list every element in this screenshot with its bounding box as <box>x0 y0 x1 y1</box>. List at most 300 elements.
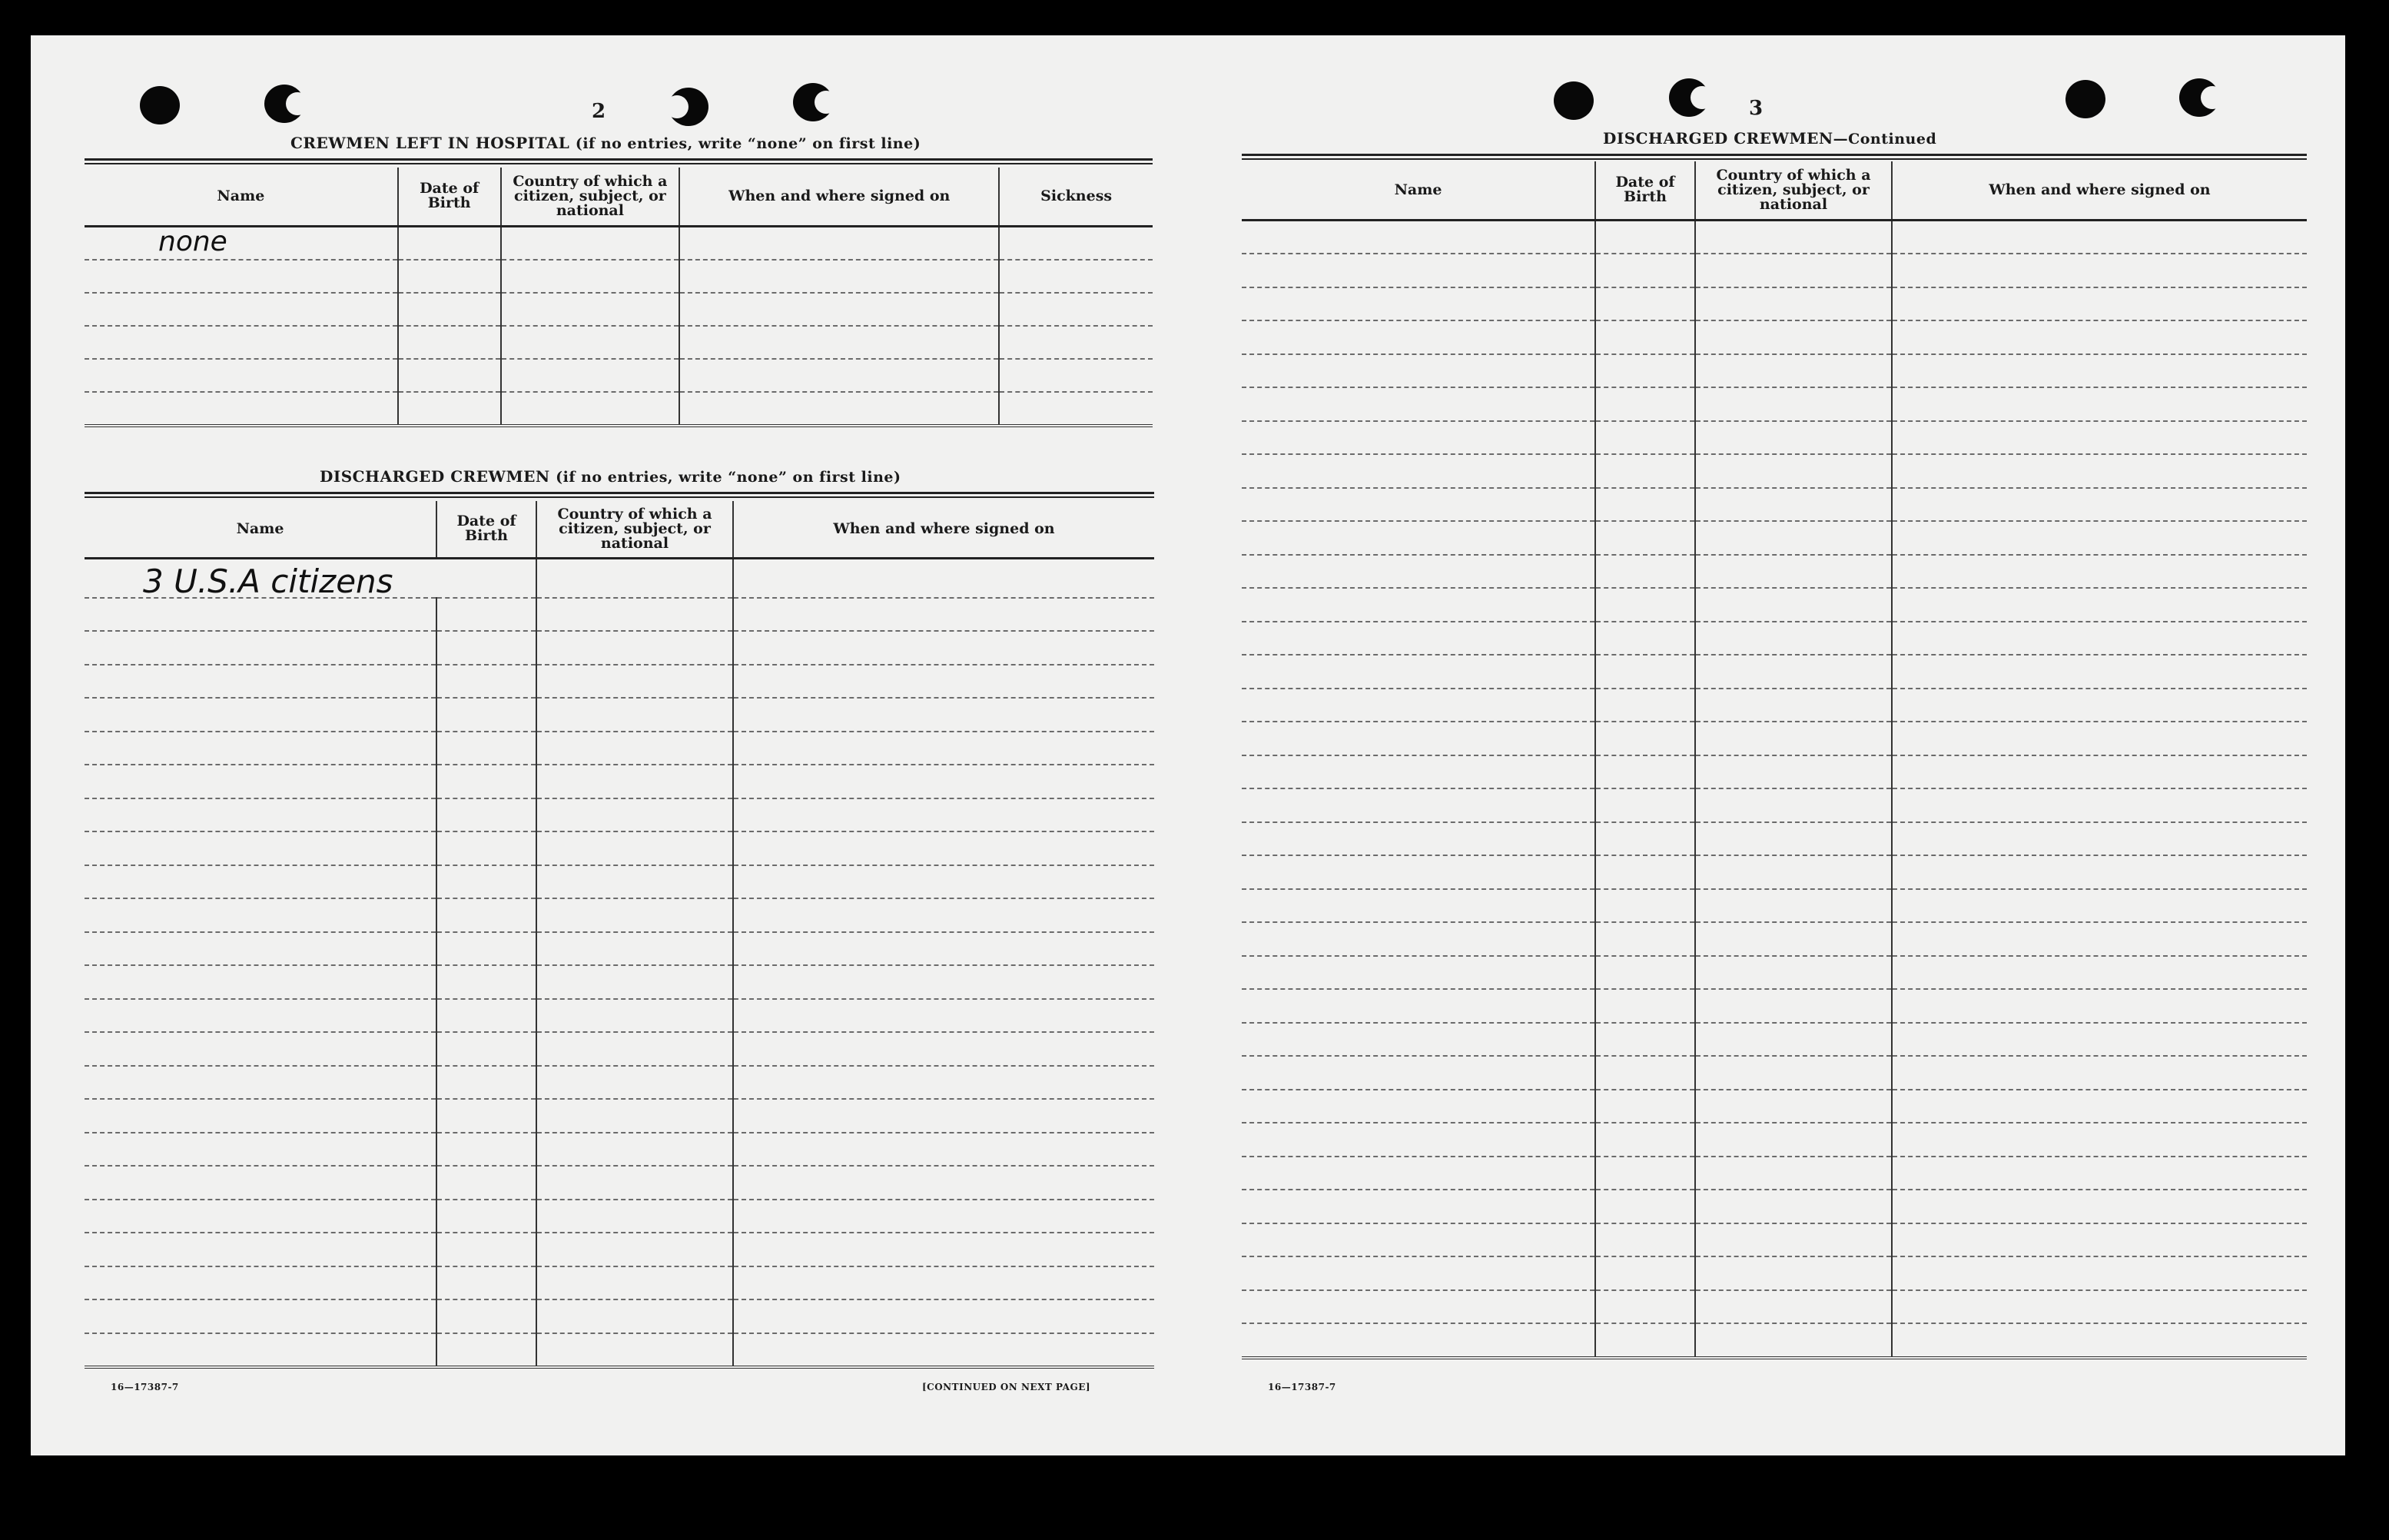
table-cell <box>1892 488 2307 522</box>
page-3 <box>1191 35 2345 1455</box>
table-cell <box>1242 1223 1595 1257</box>
discharged-table-body <box>85 558 1154 1367</box>
table-row <box>85 1066 1154 1100</box>
discharged-table <box>85 501 1154 1369</box>
table-cell <box>536 1032 733 1066</box>
table-cell <box>1892 421 2307 455</box>
table-cell <box>733 1032 1154 1066</box>
table-cell <box>1892 254 2307 287</box>
table-row <box>1242 588 2307 622</box>
table-cell <box>733 1333 1154 1368</box>
table-cell <box>1892 555 2307 589</box>
column-header-country: Country of which a citizen, subject, or national <box>1695 161 1892 220</box>
table-row <box>1242 287 2307 321</box>
table-cell <box>733 665 1154 699</box>
table-row <box>1242 1323 2307 1358</box>
page-number: 3 <box>1749 97 1764 120</box>
table-cell <box>733 631 1154 665</box>
table-cell <box>536 698 733 732</box>
punch-hole <box>2179 78 2219 117</box>
table-cell <box>1892 387 2307 421</box>
table-cell <box>679 359 999 392</box>
table-cell <box>536 631 733 665</box>
table-row <box>1242 1256 2307 1290</box>
table-cell <box>436 831 536 865</box>
discharged-section-title <box>320 467 901 486</box>
table-cell <box>501 260 680 293</box>
hospital-table <box>85 168 1153 427</box>
table-row <box>1242 622 2307 655</box>
table-cell <box>1695 755 1892 789</box>
table-row <box>85 260 1153 293</box>
table-cell <box>536 831 733 865</box>
table-cell <box>1595 521 1695 555</box>
table-cell <box>501 293 680 326</box>
table-cell <box>536 732 733 765</box>
table-cell <box>1695 1256 1892 1290</box>
table-cell <box>999 293 1153 326</box>
table-cell <box>733 1133 1154 1167</box>
table-cell <box>1892 1190 2307 1223</box>
table-cell <box>85 392 398 426</box>
discharged-continued-table <box>1242 161 2307 1359</box>
table-cell <box>436 1032 536 1066</box>
discharged-continued-table-body <box>1242 220 2307 1358</box>
table-cell <box>85 831 436 865</box>
column-header-name: Name <box>85 501 436 558</box>
table-cell <box>436 1333 536 1368</box>
table-cell <box>1695 421 1892 455</box>
table-cell <box>1892 354 2307 388</box>
table-cell <box>1242 1123 1595 1157</box>
table-row <box>1242 1056 2307 1090</box>
table-cell <box>436 698 536 732</box>
page-2 <box>31 35 1191 1455</box>
table-cell <box>1695 1223 1892 1257</box>
table-cell <box>1892 1290 2307 1324</box>
title-suffix: —Continued <box>1833 131 1937 148</box>
table-cell <box>1242 220 1595 254</box>
table-cell <box>1695 655 1892 689</box>
table-cell <box>733 898 1154 932</box>
table-cell <box>1595 1157 1695 1190</box>
table-row <box>85 932 1154 966</box>
table-cell <box>1695 254 1892 287</box>
table-cell <box>733 1166 1154 1200</box>
table-cell <box>1242 521 1595 555</box>
continued-note: [CONTINUED ON NEXT PAGE] <box>922 1382 1091 1392</box>
table-cell <box>1892 755 2307 789</box>
table-cell <box>501 326 680 359</box>
table-cell <box>85 631 436 665</box>
table-cell <box>536 932 733 966</box>
table-cell <box>1892 1123 2307 1157</box>
table-cell <box>733 932 1154 966</box>
table-cell <box>1892 220 2307 254</box>
table-row <box>85 1233 1154 1266</box>
table-cell <box>733 798 1154 832</box>
column-header-name: Name <box>85 168 398 226</box>
table-cell <box>536 898 733 932</box>
table-cell <box>436 631 536 665</box>
table-row <box>85 598 1154 632</box>
column-header-name: Name <box>1242 161 1595 220</box>
table-cell <box>1242 889 1595 923</box>
table-cell <box>733 1066 1154 1100</box>
table-cell <box>1892 454 2307 488</box>
table-row <box>1242 1190 2307 1223</box>
table-row <box>85 1299 1154 1333</box>
table-cell <box>1892 855 2307 889</box>
table-cell <box>1695 956 1892 990</box>
column-header-signed-on: When and where signed on <box>679 168 999 226</box>
table-row <box>85 558 1154 598</box>
table-cell <box>1595 922 1695 956</box>
table-cell <box>501 392 680 426</box>
table-cell <box>85 865 436 899</box>
table-cell <box>1595 421 1695 455</box>
table-cell <box>536 999 733 1033</box>
punch-hole <box>669 88 708 126</box>
table-cell <box>1595 788 1695 822</box>
table-cell <box>436 732 536 765</box>
table-cell <box>398 293 501 326</box>
table-row <box>85 1166 1154 1200</box>
table-row <box>1242 521 2307 555</box>
table-cell <box>85 1133 436 1167</box>
table-row <box>1242 655 2307 689</box>
table-cell <box>85 326 398 359</box>
table-cell <box>999 260 1153 293</box>
table-cell <box>85 1333 436 1368</box>
table-cell <box>536 1233 733 1266</box>
table-cell <box>1595 1290 1695 1324</box>
table-cell <box>999 326 1153 359</box>
table-cell <box>1242 822 1595 856</box>
table-cell <box>999 392 1153 426</box>
column-header-date-of-birth: Date of Birth <box>436 501 536 558</box>
table-cell <box>999 359 1153 392</box>
table-cell <box>536 1066 733 1100</box>
table-cell <box>1892 788 2307 822</box>
table-cell <box>1695 287 1892 321</box>
table-cell <box>1695 488 1892 522</box>
table-cell <box>733 698 1154 732</box>
table-cell <box>436 1200 536 1233</box>
table-cell <box>1892 689 2307 722</box>
table-cell <box>436 798 536 832</box>
table-cell <box>85 999 436 1033</box>
table-cell <box>733 1200 1154 1233</box>
table-cell <box>398 326 501 359</box>
table-row <box>85 665 1154 699</box>
section-rule <box>85 163 1153 164</box>
table-cell <box>1892 588 2307 622</box>
table-cell <box>1695 220 1892 254</box>
table-cell <box>1892 722 2307 755</box>
hospital-title-note: (if no entries, write “none” on first line) <box>575 135 921 152</box>
table-cell <box>536 965 733 999</box>
table-cell <box>536 598 733 632</box>
table-cell <box>436 999 536 1033</box>
table-cell <box>1595 488 1695 522</box>
table-cell <box>85 1233 436 1266</box>
table-cell <box>1242 254 1595 287</box>
table-row <box>1242 454 2307 488</box>
table-row <box>85 765 1154 798</box>
table-cell <box>1595 1256 1695 1290</box>
form-number: 16—17387-7 <box>1268 1382 1336 1392</box>
table-cell <box>1595 655 1695 689</box>
table-cell <box>1695 588 1892 622</box>
table-cell <box>1892 320 2307 354</box>
table-cell <box>733 732 1154 765</box>
table-cell <box>1892 521 2307 555</box>
table-row <box>1242 788 2307 822</box>
column-header-date-of-birth: Date of Birth <box>398 168 501 226</box>
table-cell <box>536 1200 733 1233</box>
table-cell <box>1892 1223 2307 1257</box>
discharged-title-note: (if no entries, write “none” on first line) <box>556 469 901 486</box>
table-cell <box>85 359 398 392</box>
table-cell <box>436 1133 536 1167</box>
table-cell <box>1595 956 1695 990</box>
table-cell <box>398 359 501 392</box>
table-cell <box>1595 889 1695 923</box>
hospital-title-text: CREWMEN LEFT IN HOSPITAL <box>290 134 570 152</box>
punch-hole <box>1554 81 1594 120</box>
column-header-signed-on: When and where signed on <box>1892 161 2307 220</box>
table-row <box>85 631 1154 665</box>
table-row <box>1242 889 2307 923</box>
table-row <box>1242 822 2307 856</box>
table-cell <box>733 865 1154 899</box>
table-cell <box>1595 722 1695 755</box>
table-row <box>85 732 1154 765</box>
punch-hole <box>2065 80 2105 118</box>
table-cell <box>999 226 1153 260</box>
section-rule <box>85 158 1153 161</box>
table-cell <box>85 698 436 732</box>
table-row <box>85 898 1154 932</box>
handwritten-entry: none <box>158 225 227 257</box>
table-cell <box>436 1299 536 1333</box>
table-cell <box>1595 287 1695 321</box>
table-cell <box>85 1200 436 1233</box>
table-row <box>1242 755 2307 789</box>
table-cell <box>536 1099 733 1133</box>
table-cell <box>1695 387 1892 421</box>
table-row <box>1242 1090 2307 1123</box>
punch-hole <box>140 86 180 124</box>
table-row <box>1242 855 2307 889</box>
table-cell <box>1595 755 1695 789</box>
table-cell <box>436 932 536 966</box>
table-cell <box>536 665 733 699</box>
table-row <box>85 831 1154 865</box>
table-cell <box>1695 822 1892 856</box>
table-row <box>85 1032 1154 1066</box>
table-cell <box>1242 655 1595 689</box>
table-cell <box>85 798 436 832</box>
table-cell <box>85 260 398 293</box>
table-cell <box>1595 454 1695 488</box>
table-cell <box>1695 320 1892 354</box>
table-cell <box>1892 1023 2307 1057</box>
table-cell <box>1695 689 1892 722</box>
table-cell <box>1242 1090 1595 1123</box>
table-cell <box>1242 989 1595 1023</box>
table-cell <box>85 598 436 632</box>
table-cell <box>1892 287 2307 321</box>
table-row <box>1242 1223 2307 1257</box>
table-cell <box>1242 387 1595 421</box>
table-cell <box>1892 1056 2307 1090</box>
table-cell <box>733 1266 1154 1300</box>
discharged-continued-title <box>1603 129 1936 148</box>
table-cell <box>1695 855 1892 889</box>
table-cell <box>1695 1323 1892 1358</box>
table-row <box>1242 555 2307 589</box>
table-cell <box>1242 1056 1595 1090</box>
table-cell <box>398 392 501 426</box>
table-cell <box>1595 1023 1695 1057</box>
table-cell <box>1595 220 1695 254</box>
table-row <box>85 798 1154 832</box>
table-cell <box>1242 855 1595 889</box>
table-cell <box>436 1266 536 1300</box>
table-cell <box>501 359 680 392</box>
table-cell <box>536 1333 733 1368</box>
table-cell <box>85 932 436 966</box>
hospital-section-title <box>290 134 921 152</box>
table-cell <box>1595 254 1695 287</box>
table-cell <box>1695 454 1892 488</box>
table-cell <box>1892 1256 2307 1290</box>
handwritten-entry: 3 U.S.A citizens <box>143 562 393 600</box>
table-cell <box>1695 354 1892 388</box>
table-cell <box>1595 1056 1695 1090</box>
table-cell <box>1595 387 1695 421</box>
table-cell <box>436 898 536 932</box>
section-rule <box>85 496 1154 498</box>
table-row <box>1242 387 2307 421</box>
table-cell <box>679 226 999 260</box>
table-cell <box>85 1032 436 1066</box>
table-cell <box>85 665 436 699</box>
table-row <box>85 1099 1154 1133</box>
table-row <box>85 999 1154 1033</box>
table-cell <box>1695 622 1892 655</box>
table-cell <box>1695 1123 1892 1157</box>
table-cell <box>436 865 536 899</box>
table-cell <box>733 765 1154 798</box>
table-row <box>85 865 1154 899</box>
table-cell <box>436 1066 536 1100</box>
table-cell <box>436 1233 536 1266</box>
table-cell <box>536 1266 733 1300</box>
table-row <box>1242 989 2307 1023</box>
table-cell <box>1595 320 1695 354</box>
table-row <box>85 293 1153 326</box>
table-cell <box>1695 555 1892 589</box>
table-cell <box>1695 722 1892 755</box>
table-cell <box>1695 1090 1892 1123</box>
table-cell <box>398 226 501 260</box>
table-cell <box>1892 1323 2307 1358</box>
table-cell <box>1242 1157 1595 1190</box>
table-cell <box>1892 822 2307 856</box>
table-cell <box>1595 588 1695 622</box>
name-cell <box>85 558 536 598</box>
column-header-date-of-birth: Date of Birth <box>1595 161 1695 220</box>
table-cell <box>1892 889 2307 923</box>
table-row <box>1242 1290 2307 1324</box>
table-cell <box>1695 1023 1892 1057</box>
punch-hole <box>1669 78 1709 117</box>
table-cell <box>1595 622 1695 655</box>
table-cell <box>85 898 436 932</box>
page-number: 2 <box>592 100 606 123</box>
table-cell <box>1695 889 1892 923</box>
table-cell <box>85 1299 436 1333</box>
table-cell <box>1242 622 1595 655</box>
table-cell <box>1242 320 1595 354</box>
table-cell <box>436 1099 536 1133</box>
table-cell <box>1595 1323 1695 1358</box>
table-row <box>1242 722 2307 755</box>
section-rule <box>1242 158 2307 160</box>
table-cell <box>536 1133 733 1167</box>
table-cell <box>436 965 536 999</box>
punch-hole <box>264 85 304 123</box>
table-cell <box>1242 1323 1595 1358</box>
table-cell <box>536 798 733 832</box>
table-row <box>1242 488 2307 522</box>
section-rule <box>1242 154 2307 156</box>
table-cell <box>1595 354 1695 388</box>
table-cell <box>1242 1190 1595 1223</box>
table-cell <box>1892 1157 2307 1190</box>
table-cell <box>436 665 536 699</box>
table-cell <box>85 965 436 999</box>
table-cell <box>1242 287 1595 321</box>
table-cell <box>1892 622 2307 655</box>
table-row <box>1242 1023 2307 1057</box>
table-cell <box>1892 989 2307 1023</box>
table-cell <box>1595 822 1695 856</box>
table-cell <box>1695 922 1892 956</box>
table-row <box>1242 956 2307 990</box>
table-cell <box>1595 1190 1695 1223</box>
table-row <box>1242 354 2307 388</box>
table-cell <box>536 1166 733 1200</box>
table-cell <box>436 765 536 798</box>
table-cell <box>1242 354 1595 388</box>
table-cell <box>733 999 1154 1033</box>
column-header-sickness: Sickness <box>999 168 1153 226</box>
table-cell <box>1892 956 2307 990</box>
table-row <box>85 226 1153 260</box>
table-cell <box>1595 1123 1695 1157</box>
table-cell <box>1595 689 1695 722</box>
discharged-title-text: DISCHARGED CREWMEN <box>320 467 550 486</box>
column-header-country: Country of which a citizen, subject, or national <box>501 168 680 226</box>
table-row <box>85 1333 1154 1368</box>
column-header-country: Country of which a citizen, subject, or national <box>536 501 733 558</box>
table-cell <box>1242 454 1595 488</box>
table-row <box>1242 922 2307 956</box>
